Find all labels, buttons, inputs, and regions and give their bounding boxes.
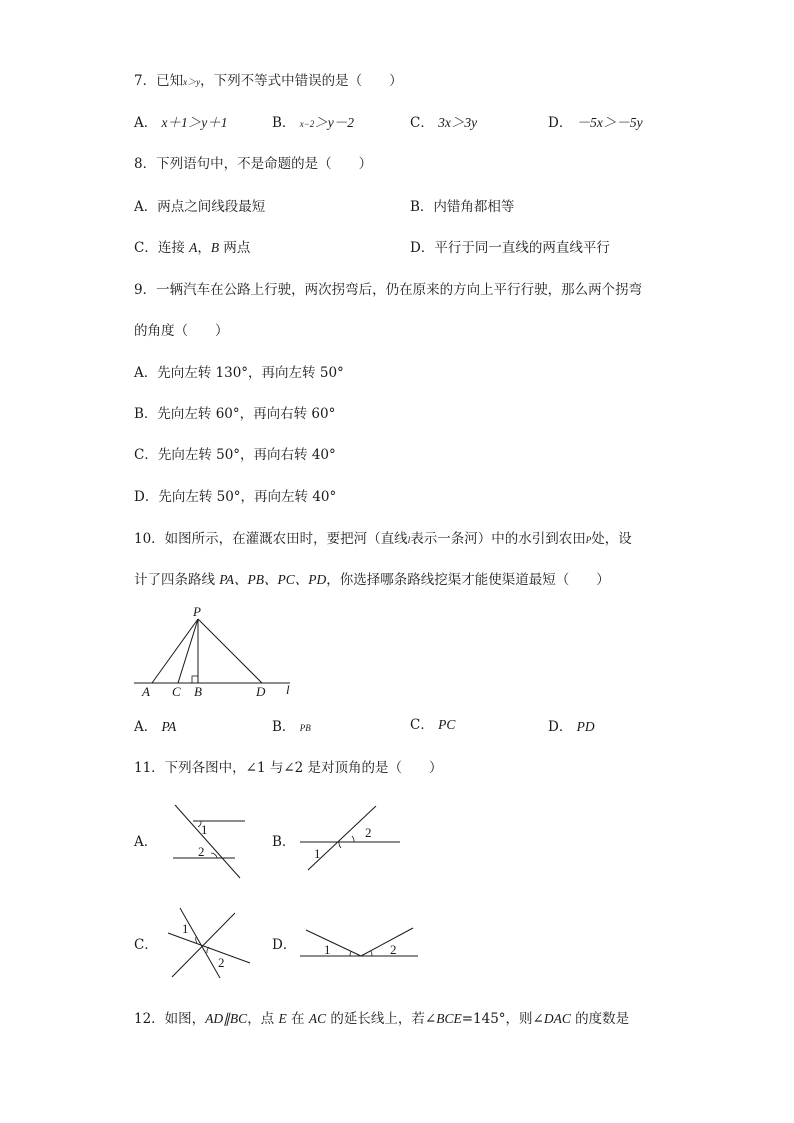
q7-option-c-text: 3x＞3y (438, 115, 478, 130)
q7-option-a-label: A． (134, 115, 158, 131)
q10-option-a-label: A． (134, 719, 158, 735)
q12-point-e: E (278, 1011, 287, 1026)
q8-option-c[interactable] (134, 239, 250, 257)
q7-option-c-label: C． (410, 115, 434, 131)
angle-1-label: 1 (314, 846, 321, 861)
q9-option-d[interactable]: D．先向左转 50°，再向左转 40° (134, 489, 337, 505)
angle-arc-2 (352, 836, 354, 842)
q11-option-c-label[interactable]: C． (134, 937, 158, 953)
q11-figure-a (165, 800, 255, 880)
q12-stem-text-2: ，点 (247, 1011, 279, 1027)
angle-1-label: 1 (182, 921, 189, 936)
q7-option-b-label: B． (272, 115, 296, 131)
line-one (180, 908, 220, 978)
q10-option-c-text: PC (438, 717, 456, 732)
segment-pa (152, 619, 198, 683)
right-angle-mark (192, 676, 198, 683)
q10-stem-text-2: 表示一条河）中的水引到农田 (410, 531, 586, 547)
angle-2-label: 2 (198, 844, 205, 859)
q8-option-a[interactable]: A．两点之间线段最短 (134, 199, 266, 215)
q7-option-a-text: x＋1＞y＋1 (161, 115, 228, 130)
q10-stem-p: P (585, 535, 592, 545)
q10-option-a[interactable] (134, 718, 176, 736)
q12-stem-text-3: 在 (286, 1011, 309, 1027)
q12-stem-text: 12．如图， (134, 1011, 206, 1027)
q7-option-d-label: D． (548, 115, 573, 131)
q10-option-b-text: PB (299, 723, 311, 733)
angle-2-label: 2 (218, 955, 225, 970)
q8-option-d[interactable]: D．平行于同一直线的两直线平行 (410, 240, 610, 256)
q8-option-c-point-b: B (210, 240, 220, 255)
q11-option-b-label[interactable]: B． (272, 834, 296, 850)
q10-stem-line2 (134, 571, 610, 589)
q7-option-c[interactable] (410, 114, 477, 132)
angle-2-label: 2 (390, 942, 397, 957)
q8-option-c-text-2: 两点 (219, 240, 251, 256)
q9-option-a[interactable]: A．先向左转 130°，再向左转 50° (134, 365, 344, 381)
angle-arc-1 (339, 842, 341, 848)
angle-arc-2 (211, 853, 217, 858)
q12-stem-text-6: 的度数是 (570, 1011, 630, 1027)
point-a-label: A (142, 684, 150, 699)
q10-stem-line2-text-2: ，你选择哪条路线挖渠才能使渠道最短（ ） (326, 572, 610, 588)
angle-1-label: 1 (324, 942, 331, 957)
left-ray (306, 930, 361, 956)
q7-condition: x＞y (183, 77, 201, 87)
q10-option-d-label: D． (548, 719, 573, 735)
q7-option-d[interactable] (548, 114, 643, 132)
point-b-label: B (194, 684, 202, 699)
q11-stem: 11．下列各图中，∠1 与∠2 是对顶角的是（ ） (134, 760, 443, 776)
q7-stem (134, 72, 403, 91)
point-p-label: P (193, 604, 201, 619)
q8-option-c-point-a: A (189, 240, 198, 255)
q11-figure-b (296, 802, 406, 872)
q7-option-a[interactable] (134, 114, 228, 132)
q9-option-b[interactable]: B．先向左转 60°，再向右转 60° (134, 406, 336, 422)
angle-arc-2 (371, 951, 372, 956)
q12-stem (134, 1010, 629, 1028)
q12-line-ac: AC (308, 1011, 327, 1026)
q12-stem-text-4: 的延长线上，若∠ (326, 1011, 437, 1027)
q12-parallel: AD∥BC (205, 1011, 248, 1026)
q10-option-c-label: C． (410, 717, 434, 733)
q7-stem-text-2: ，下列不等式中错误的是（ ） (200, 73, 403, 89)
q11-figure-d (298, 922, 418, 962)
q12-angle-dac: DAC (543, 1011, 571, 1026)
q8-option-c-sep: ， (197, 240, 211, 256)
angle-arc-1 (350, 951, 351, 956)
q7-option-d-text: －5x＞－5y (576, 115, 643, 130)
q8-option-c-text: C．连接 (134, 240, 190, 256)
point-d-label: D (256, 684, 266, 699)
q10-option-c[interactable] (410, 716, 455, 734)
q10-option-b-label: B． (272, 719, 296, 735)
q8-stem: 8．下列语句中，不是命题的是（ ） (134, 156, 373, 172)
transversal-line (175, 805, 240, 878)
q7-option-b-text: ＞y－2 (314, 115, 355, 130)
segment-pc (178, 619, 198, 683)
q11-option-d-label[interactable]: D． (272, 937, 297, 953)
q10-stem-l: l (407, 535, 411, 545)
q10-stem-line1 (134, 530, 632, 549)
q11-option-a-label[interactable]: A． (134, 834, 158, 850)
q11-figure-c (160, 905, 260, 985)
angle-2-label: 2 (365, 825, 372, 840)
q8-option-b[interactable]: B．内错角都相等 (410, 199, 515, 215)
q12-angle-bce: BCE (436, 1011, 462, 1026)
q10-option-a-text: PA (161, 719, 177, 734)
q10-figure (134, 604, 314, 699)
q7-option-b-text-small: x−2 (299, 119, 315, 129)
q9-stem-line2: 的角度（ ） (134, 323, 229, 339)
q10-stem-line2-text: 计了四条路线 (134, 572, 220, 588)
angle-arc-2 (207, 947, 209, 953)
q7-option-b[interactable] (272, 114, 354, 133)
point-c-label: C (172, 684, 181, 699)
q7-stem-text: 7．已知 (134, 73, 184, 89)
q10-stem-text-3: 处，设 (591, 531, 632, 547)
q10-stem-text: 10．如图所示，在灌溉农田时，要把河（直线 (134, 531, 408, 547)
q10-option-d-text: PD (576, 719, 595, 734)
q12-stem-text-5: =145°，则∠ (461, 1011, 544, 1027)
right-ray (361, 928, 413, 956)
q10-paths: PA、PB、PC、PD (219, 572, 327, 587)
line-l-label: l (286, 682, 290, 697)
q9-stem-line1: 9．一辆汽车在公路上行驶，两次拐弯后，仍在原来的方向上平行行驶，那么两个拐弯 (134, 282, 643, 298)
q10-option-b[interactable] (272, 718, 311, 737)
q10-option-d[interactable] (548, 718, 595, 736)
segment-pd (198, 619, 262, 683)
angle-1-label: 1 (201, 822, 208, 837)
q9-option-c[interactable]: C．先向左转 50°，再向右转 40° (134, 447, 336, 463)
